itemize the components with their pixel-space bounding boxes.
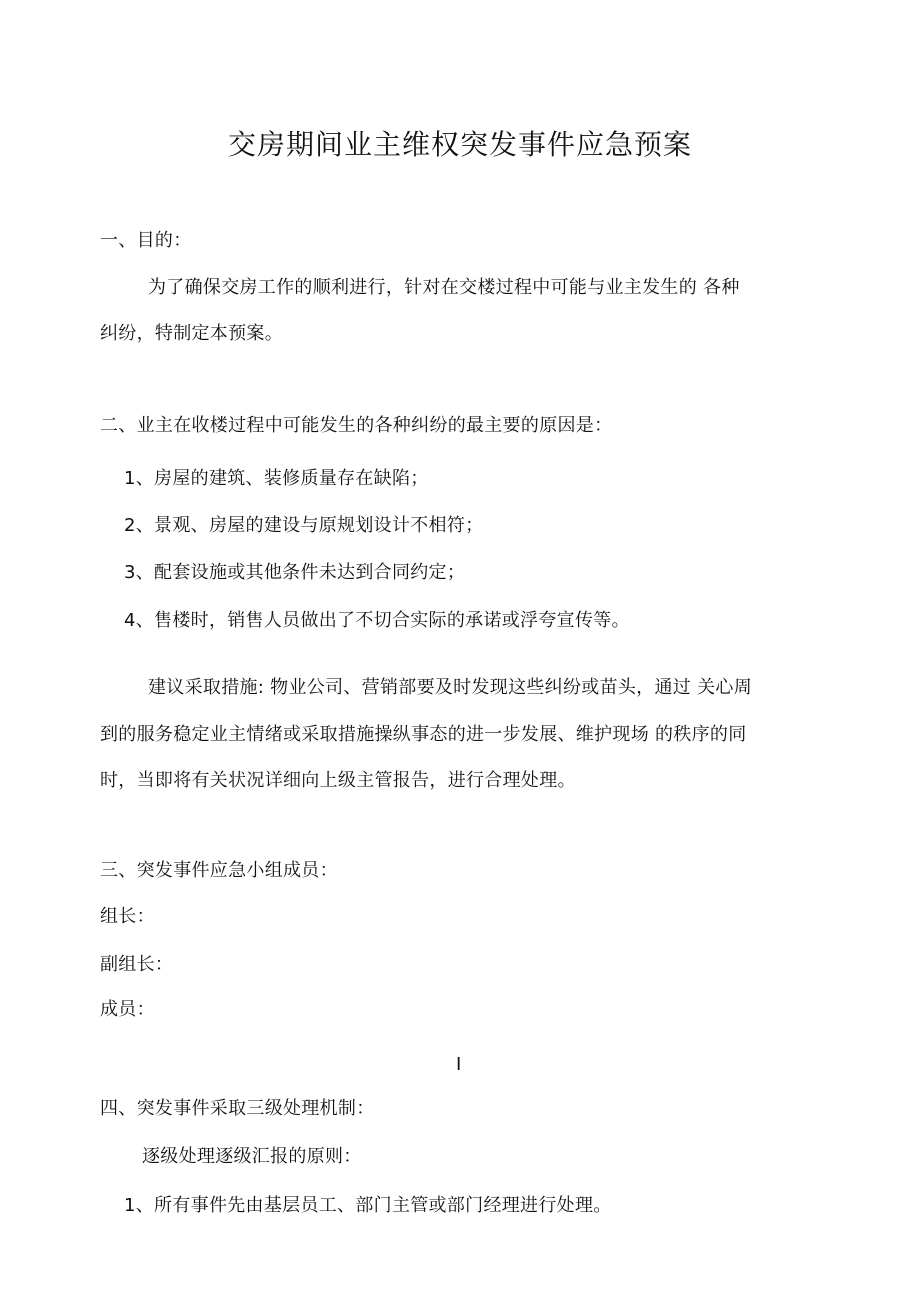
page-marker: I bbox=[456, 1054, 462, 1075]
section-2-item-4: 4、售楼时，销售人员做出了不切合实际的承诺或浮夸宣传等。 bbox=[124, 610, 630, 631]
document-title: 交房期间业主维权突发事件应急预案 bbox=[227, 128, 692, 161]
section-2-heading: 二、业主在收楼过程中可能发生的各种纠纷的最主要的原因是： bbox=[100, 415, 613, 436]
section-2-item-3: 3、配套设施或其他条件未达到合同约定； bbox=[124, 562, 466, 583]
section-1-paragraph-line-2: 纠纷，特制定本预案。 bbox=[100, 323, 283, 344]
section-4-principle: 逐级处理逐级汇报的原则： bbox=[142, 1146, 362, 1167]
section-2-paragraph-line-3: 时，当即将有关状况详细向上级主管报告，进行合理处理。 bbox=[100, 770, 576, 791]
section-3-heading: 三、突发事件应急小组成员： bbox=[100, 860, 338, 881]
section-2-item-1: 1、房屋的建筑、装修质量存在缺陷； bbox=[124, 468, 429, 489]
members-label: 成员： bbox=[100, 999, 155, 1020]
section-2-paragraph-line-1: 建议采取措施: 物业公司、营销部要及时发现这些纠纷或苗头，通过 关心周 bbox=[148, 677, 753, 698]
section-2-item-2: 2、景观、房屋的建设与原规划设计不相符； bbox=[124, 515, 484, 536]
section-1-paragraph-line-1: 为了确保交房工作的顺利进行，针对在交楼过程中可能与业主发生的 各种 bbox=[148, 277, 740, 298]
deputy-leader-label: 副组长： bbox=[100, 954, 174, 975]
section-1-heading: 一、目的： bbox=[100, 230, 192, 251]
section-4-heading: 四、突发事件采取三级处理机制： bbox=[100, 1098, 375, 1119]
section-2-paragraph-line-2: 到的服务稳定业主情绪或采取措施操纵事态的进一步发展、维护现场 的秩序的同 bbox=[100, 724, 747, 745]
section-4-item-1: 1、所有事件先由基层员工、部门主管或部门经理进行处理。 bbox=[124, 1195, 612, 1216]
group-leader-label: 组长： bbox=[100, 906, 155, 927]
